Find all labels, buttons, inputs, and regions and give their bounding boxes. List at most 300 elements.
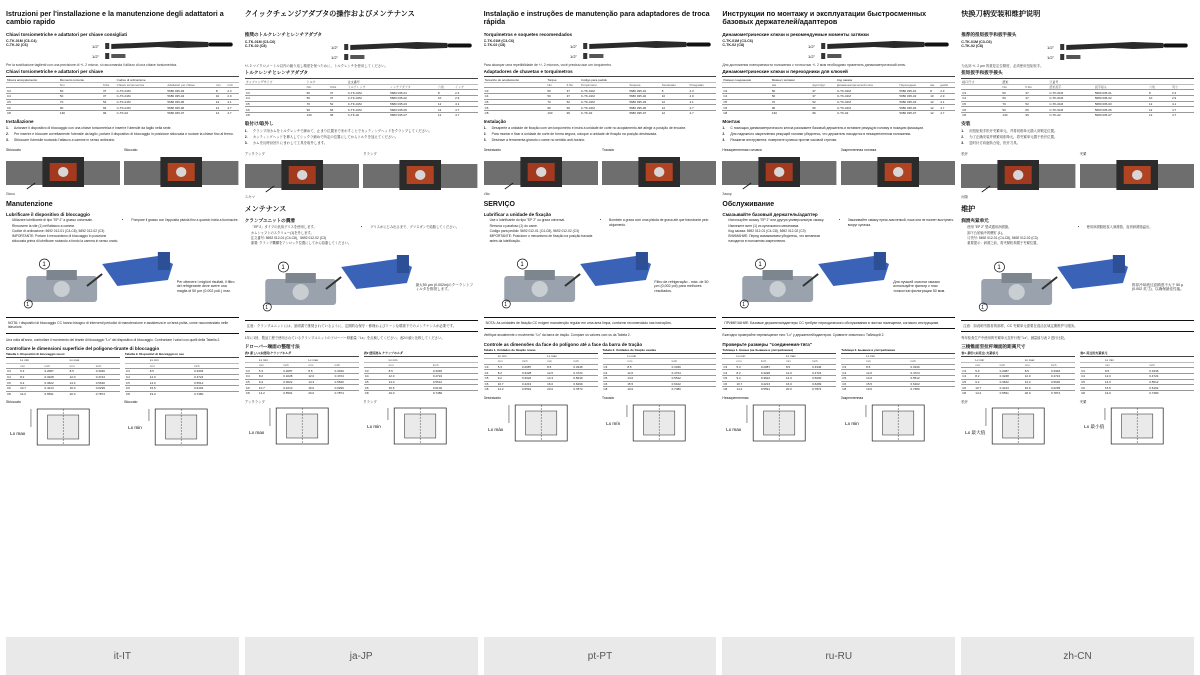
table1-caption: Tabela 1. Unidades de fixação novas xyxy=(483,347,536,352)
install-step xyxy=(484,132,717,136)
table-cell: 8.5 xyxy=(69,369,95,375)
torque-table xyxy=(6,76,239,115)
table-cell: 0.4724 xyxy=(193,374,239,380)
table-cell: C5 xyxy=(6,99,59,105)
maintenance-text xyxy=(722,218,955,243)
table-cell: 5.3 xyxy=(19,369,43,375)
table-cell: 0.7874 xyxy=(95,391,120,396)
table-cell: 10.7 xyxy=(497,381,521,387)
maintenance-note: 注意：如说明书推荐的那样，CC 夹紧单元需要在清洁区域定期维护与服务。 xyxy=(961,320,1194,332)
svg-text:Lx máx: Lx máx xyxy=(487,426,503,432)
clamp-unit-photo xyxy=(124,153,238,191)
table-row xyxy=(125,391,239,396)
table-cell: C-TK-01M xyxy=(836,94,898,100)
table-cell: C3 xyxy=(961,90,1001,96)
table-cell: C8 xyxy=(484,110,547,115)
language-column-zh-cn xyxy=(961,10,1194,675)
adapter-line: C-TK-02 (C8) xyxy=(722,43,745,48)
photo-label: 松开 xyxy=(961,152,968,157)
table-cell: 0.3346 xyxy=(193,369,239,375)
install-heading: Монтаж xyxy=(722,119,740,125)
table-subheader-cell: Sextavado xyxy=(661,82,689,88)
svg-text:1/2": 1/2" xyxy=(808,54,816,59)
table-cell: 66 xyxy=(329,107,347,113)
table-cell: 0.5630 xyxy=(811,375,836,381)
svg-text:1/2": 1/2" xyxy=(92,44,100,49)
wrench-figure xyxy=(484,39,717,61)
table-row xyxy=(484,110,717,115)
table-cell: 5680 035-06 xyxy=(628,105,660,111)
table-cell: 37 xyxy=(566,88,580,94)
table-cell: 0.4724 xyxy=(909,370,955,376)
table-subheader-cell: inch xyxy=(760,359,785,365)
maintenance-item: • ВНИМАНИЕ: Перед смазыванием убедитесь, что механизм находится в положении закрепления. xyxy=(728,234,835,243)
table-cell: 9.2 xyxy=(258,379,282,385)
table-cell: 0.6299 xyxy=(95,385,120,391)
table-cell: C5 xyxy=(245,101,306,107)
maintenance-subheading: Lubrificare il dispositivo di bloccaggio xyxy=(6,212,90,218)
table-header-cell: Lx max xyxy=(307,357,333,363)
step-text: Para montar e fixar a unidade de corte de forma segura, coloque a unidade de fixação na posição destravada. xyxy=(491,132,658,137)
maintenance-note: ПРИМЕЧАНИЕ: Базовые держатели/адаптеры CC требуют периодического обслуживания в чистом помещении, согласно инструкциям. xyxy=(722,317,955,329)
table-cell: 52 xyxy=(329,101,347,107)
step-number: 3. xyxy=(722,138,726,143)
table-cell: C6 xyxy=(961,385,974,391)
table-cell: 2.3 xyxy=(226,88,238,94)
table-header-cell: Lx min xyxy=(865,353,909,359)
maintenance-item: • Código para pedido: 5692 012-01 (C4-C8), 5692 012-02 (C3) xyxy=(490,229,597,233)
photo-unclamped xyxy=(722,148,836,192)
table-cell: C5 xyxy=(245,379,258,385)
table-cell: 0.6102 xyxy=(671,381,717,387)
table-cell: 0.6102 xyxy=(432,385,478,391)
maintenance-item: • Закачивайте смазку пресс-масленкой, пока она не начнет выступать вокруг кулачка. xyxy=(848,218,955,227)
svg-text:1/2": 1/2" xyxy=(330,45,338,50)
drawbar-diagram xyxy=(722,401,836,445)
table-cell: C3 xyxy=(1080,368,1104,374)
table-cell: C5 xyxy=(722,99,770,105)
table-cell: 66 xyxy=(566,105,580,111)
table-cell: 5680 035-04 xyxy=(166,94,215,100)
table2-caption: 表2. 用过的夹紧单元 xyxy=(1080,351,1108,356)
table-cell: C4 xyxy=(722,94,770,100)
table-cell: 130 xyxy=(1001,112,1024,117)
table-cell: 10.7 xyxy=(19,385,43,391)
table-header-cell: Código para pedido xyxy=(580,77,628,83)
svg-text:Lx mín: Lx mín xyxy=(606,420,621,426)
svg-text:1/2": 1/2" xyxy=(1047,55,1055,60)
table-subheader-cell: Chiave torsiometrica xyxy=(116,82,167,88)
table-cell: 2.9 xyxy=(454,96,478,102)
annual-check-text: Ежегодно проверяйте перемещение тяги "Lx" у держателей/адаптеров. Сравните значения с Таблицей 2. xyxy=(722,333,885,338)
install-heading: Instalação xyxy=(483,119,507,125)
step-number: 2. xyxy=(244,135,248,140)
table-cell: 0.3228 xyxy=(999,374,1024,380)
diagram-clamped xyxy=(363,399,477,449)
table-cell: 5680 035-06 xyxy=(1094,107,1148,113)
table-cell: 4.1 xyxy=(454,101,478,107)
table-cell: C3 xyxy=(603,364,627,370)
table-cell: C6 xyxy=(603,381,627,387)
table-subheader-cell: Nm xyxy=(1001,84,1024,90)
table-cell: 37 xyxy=(811,88,836,94)
table-cell: 12.0 xyxy=(1104,374,1148,380)
table-cell: 4.1 xyxy=(689,99,717,105)
table-cell: C4 xyxy=(6,94,59,100)
table-cell: C5 xyxy=(961,101,1001,107)
drawbar-diagram xyxy=(124,405,238,449)
step-number: 2. xyxy=(961,135,965,140)
diagram-label: Bloccato xyxy=(124,400,138,405)
step-text: 用扭矩扳手松开夹紧单元，并将切削单元插入到锁定位置。 xyxy=(969,129,1058,134)
table-cell: C4 xyxy=(245,374,258,380)
maintenance-subheading: 润滑夹紧单元 xyxy=(961,218,989,224)
table-cell: 0.7874 xyxy=(1050,390,1075,395)
clamp-photos xyxy=(961,151,1194,195)
table-cell: C3 xyxy=(364,368,388,374)
table-row xyxy=(364,390,478,395)
table-subheader-cell: inch xyxy=(909,359,955,365)
table-cell: 37 xyxy=(329,90,347,96)
table-cell: 8.2 xyxy=(974,374,998,380)
svg-text:Lx max: Lx max xyxy=(726,426,742,432)
grease-gun-icon xyxy=(484,246,717,312)
table-subheader-cell: inch xyxy=(193,363,239,369)
grease-gun-icon xyxy=(245,249,478,315)
table-cell: C5 xyxy=(841,375,865,381)
table-subheader-cell: Нм xyxy=(771,82,811,88)
gap-label: Vão xyxy=(483,192,490,197)
table-subheader-cell: 扳手接头 xyxy=(1094,84,1148,90)
table-cell: 12 xyxy=(929,110,939,115)
diagram-clamped xyxy=(124,400,238,450)
photo-label: Travado xyxy=(602,148,615,153)
table-cell: 15.5 xyxy=(149,385,193,391)
table-subheader-cell: 英寸 xyxy=(1171,84,1194,90)
install-steps xyxy=(722,126,955,144)
grease-gun-illustration xyxy=(722,246,955,312)
torque-wrench-icon xyxy=(6,39,239,61)
table-subheader-cell: Polegadas xyxy=(689,82,717,88)
table-cell: 12 xyxy=(1148,107,1171,113)
table-cell: C4 xyxy=(722,370,735,376)
lx-table-new xyxy=(722,353,836,392)
table-cell: 10 xyxy=(215,94,227,100)
photo-clamped xyxy=(841,148,955,192)
install-heading: 取付け/取外し xyxy=(244,121,274,127)
svg-text:1/2": 1/2" xyxy=(330,55,338,60)
table-cell: 37 xyxy=(329,96,347,102)
install-step xyxy=(484,138,717,142)
maintenance-text xyxy=(6,218,239,243)
table2-caption: 表2 使用済み クランプホルダ xyxy=(363,351,403,356)
clamp-unit-photo xyxy=(245,156,359,194)
adapter-line: C-TK-01M (C3-C4) xyxy=(6,39,37,43)
install-heading: 安装 xyxy=(961,121,971,127)
step-text: カムを反時計回りにまわして工具を取外します。 xyxy=(252,141,328,146)
lx-tables xyxy=(722,348,955,394)
lx-tables xyxy=(484,348,717,394)
table-cell: C3 xyxy=(722,364,735,370)
table-cell: 0.7480 xyxy=(1148,390,1194,395)
table-cell: C8 xyxy=(961,112,1001,117)
table-header-cell: Momento torcente xyxy=(59,77,102,83)
maintenance-item: • IMPORTANTE: Portare il meccanismo di bloccaggio in posizione sbloccata prima di lubrificare ruotando a fondo la camma in senso orario. xyxy=(12,234,119,243)
table-cell: C-TK-01M xyxy=(116,105,167,111)
step-number: 1. xyxy=(483,126,487,131)
table-cell: C-TK-02 xyxy=(116,110,167,115)
wrench-heading: 推奨のトルクレンチとレンチアダプタ xyxy=(244,32,322,37)
table-cell: 0.7480 xyxy=(671,387,717,392)
table-cell: C6 xyxy=(245,385,258,391)
table-header-cell: Lx min xyxy=(736,353,760,359)
diagram-unclamped xyxy=(6,400,120,450)
table-cell: C-TK-01M xyxy=(116,99,167,105)
table-cell: 5.3 xyxy=(974,368,998,374)
table-cell: C-TK-01M xyxy=(347,107,389,113)
table-cell: C5 xyxy=(722,375,735,381)
annual-check-text: 1年に1回、製品工程で使用されているクランプユニットのドローバー移動量「Lx」を点検してください。表2の値と比較してください。 xyxy=(244,335,445,340)
table-cell: 0.5591 xyxy=(43,391,68,396)
table-cell: 0.3346 xyxy=(671,364,717,370)
table-header-cell: Lx min xyxy=(1104,357,1148,363)
table-cell: 37 xyxy=(102,94,116,100)
table1-caption: 表1 新しい(未使用)クランプホルダ xyxy=(244,351,292,356)
table-cell: C8 xyxy=(603,387,627,392)
lx-heading: Controle as dimensões da face do polígono até a face da barra de tração xyxy=(483,341,643,347)
table-cell: 0.7874 xyxy=(334,390,359,395)
clamp-unit-photo xyxy=(841,153,955,191)
diagram-label: Незакрепленная xyxy=(722,395,749,400)
table-cell: 37 xyxy=(1024,96,1048,102)
table-cell: C6 xyxy=(6,105,59,111)
table-cell: 0.5630 xyxy=(572,375,597,381)
language-code-tab: it-IT xyxy=(6,637,239,675)
table-cell: 90 xyxy=(771,105,811,111)
table-cell: 12.0 xyxy=(307,374,333,380)
torque-wrench-icon xyxy=(484,39,717,61)
photo-label: クランプ xyxy=(363,152,377,157)
table-subheader-cell: ft.lbs xyxy=(102,82,116,88)
table-row xyxy=(603,387,717,392)
clamp-unit-photo xyxy=(6,153,120,191)
svg-text:1: 1 xyxy=(742,301,746,308)
maintenance-item: • 卸下凸轮轴中的螺钉 (1)。 xyxy=(967,231,1074,235)
table-cell: C6 xyxy=(1080,385,1104,391)
table-cell: 14.0 xyxy=(388,379,432,385)
install-step xyxy=(722,138,955,142)
table-cell: 50 xyxy=(771,88,811,94)
lx-tables xyxy=(961,351,1194,397)
table-subheader-cell: Nm xyxy=(306,84,329,90)
torque-wrench-icon xyxy=(961,40,1194,62)
lx-diagrams xyxy=(6,400,239,450)
table-cell: 0.6102 xyxy=(193,385,239,391)
table-cell: C8 xyxy=(6,110,59,115)
maintenance-item: • 重要提示：润滑之前，将夹紧机构置于夹紧位置。 xyxy=(967,241,1074,245)
table-cell: 5680 035-03 xyxy=(1094,101,1148,107)
lx-table-used xyxy=(841,353,955,392)
table-subheader-cell: mm xyxy=(149,363,193,369)
table-cell: 10 xyxy=(661,94,689,100)
table-cell: 0.6299 xyxy=(1050,385,1075,391)
wrench-heading: Chiavi torsiometriche e adattatori per chiave consigliati xyxy=(6,32,128,37)
table-cell: C6 xyxy=(841,381,865,387)
table-cell: 0.5512 xyxy=(1148,379,1194,385)
step-number: 2. xyxy=(6,132,9,137)
gap-label: Зазор xyxy=(722,192,732,197)
table-cell: C6 xyxy=(961,107,1001,113)
svg-text:Lx min: Lx min xyxy=(844,420,859,426)
table-cell: 4.1 xyxy=(226,99,238,105)
table-cell: 2.9 xyxy=(1171,96,1194,102)
table-row xyxy=(961,390,1075,395)
table-cell: 20.0 xyxy=(69,391,95,396)
table-header-cell: Момент затяжки xyxy=(771,77,811,83)
table-cell: 12 xyxy=(661,105,689,111)
adapter-line: C-TK-01M (C3-C6) xyxy=(483,39,515,43)
maintenance-item: • 使用润滑脂枪泵入润滑脂，直到润滑脂溢出。 xyxy=(1087,225,1194,229)
table-cell: 12 xyxy=(661,110,689,115)
lx-table-used xyxy=(364,356,478,395)
coolant-filter-callout: Для лучшей очистки смазки используйте фильтр с max тонкостью фильтрации 50 мкм. xyxy=(893,279,946,293)
lx-heading: Controllare le dimensioni superficie del poligono-tirante di bloccaggio xyxy=(6,345,160,351)
table-header-cell: Размер соединения xyxy=(722,77,770,83)
table-cell: 0.7874 xyxy=(572,387,597,392)
maintenance-title: Обслуживание xyxy=(722,201,775,209)
table-cell: 10.7 xyxy=(736,381,760,387)
grease-gun-icon xyxy=(961,249,1194,315)
maintenance-title: 维护 xyxy=(961,206,976,214)
maintenance-item: • Используйте смазку "EP 2" или другую универсальную смазку. xyxy=(728,218,835,222)
install-step xyxy=(245,129,478,133)
column-title: Istruzioni per l'installazione e la manutenzione degli adattatori a cambio rapido xyxy=(6,10,224,27)
table-cell: 14.2 xyxy=(258,390,282,395)
photo-label: アンクランプ xyxy=(244,152,265,157)
clamp-unit-photo xyxy=(363,156,477,194)
maintenance-list-left xyxy=(961,225,1074,246)
step-number: 3. xyxy=(961,141,965,146)
maintenance-list-right xyxy=(603,218,716,243)
maintenance-item: • Use o lubrificante do tipo "EP 2" ou graxa universal. xyxy=(490,218,597,222)
wrench-note: 为达到 +/- 2 µm 的重复定位精度，必须使用扭矩扳手。 xyxy=(961,64,1044,68)
maintenance-subheading: Смазывайте базовый держатель/адаптер xyxy=(722,212,818,218)
table-cell: 20.0 xyxy=(1024,390,1050,395)
maintenance-item: • 使用 "EP 2" 型或通用润滑脂。 xyxy=(967,225,1074,229)
table-cell: 9.2 xyxy=(736,375,760,381)
table-cell: 4.7 xyxy=(454,112,478,117)
table-header-cell: Lx min xyxy=(19,357,43,363)
table-cell: 0.2087 xyxy=(521,364,546,370)
coolant-filter-callout: 最大50 µm (0.002in)のクーラントフィルタを推奨します。 xyxy=(415,282,474,292)
drawbar-diagram xyxy=(602,401,716,445)
table-cell: C6 xyxy=(484,105,547,111)
table-cell: 12.0 xyxy=(1024,374,1050,380)
table-cell: C4 xyxy=(1080,374,1104,380)
table-cell: 50 xyxy=(771,94,811,100)
table-cell: 10 xyxy=(929,94,939,100)
table-cell: C6 xyxy=(722,381,735,387)
table-cell: 96 xyxy=(566,110,580,115)
table-cell: 50 xyxy=(546,94,565,100)
table-cell: 66 xyxy=(102,105,116,111)
diagram-label: Destravado xyxy=(483,395,501,400)
step-number: 2. xyxy=(722,132,726,137)
table-cell: C-TK-01M xyxy=(580,105,628,111)
table-cell: 0.5512 xyxy=(193,380,239,386)
table-cell: C5 xyxy=(603,375,627,381)
table-cell: 12 xyxy=(929,105,939,111)
step-number: 2. xyxy=(483,132,487,137)
table-cell: 2.3 xyxy=(939,88,955,94)
svg-text:1: 1 xyxy=(42,261,46,268)
adapter-line: C-TK-02 (C8) xyxy=(961,44,983,49)
step-text: 逆时针方向旋转凸轮，松开刀具。 xyxy=(969,141,1021,146)
table-subheader-cell: inch xyxy=(334,362,359,368)
table-cell: C6 xyxy=(6,385,19,391)
table-subheader-cell: トルクレンチ xyxy=(347,84,389,90)
table-subheader-cell: mm xyxy=(736,359,760,365)
table-header-cell: Lx min xyxy=(497,353,521,359)
table-cell: 14.3 xyxy=(546,375,572,381)
table-cell: 4.7 xyxy=(226,105,238,111)
table-cell: 15.5 xyxy=(626,381,670,387)
table-cell: 19.0 xyxy=(1104,390,1148,395)
table-cell: 14.0 xyxy=(865,375,909,381)
table-cell: 52 xyxy=(566,99,580,105)
maintenance-item: • 订货号: 5692 012-01 (C4-C8), 5692 012-02 (C3) xyxy=(967,236,1074,240)
table-cell: 15.5 xyxy=(388,385,432,391)
diagram-label: Sbloccato xyxy=(6,400,21,405)
table-cell: 2.9 xyxy=(689,94,717,100)
table-subheader-cell: Nm xyxy=(546,82,565,88)
table-cell: 0.6102 xyxy=(1148,385,1194,391)
table-cell: 0.2087 xyxy=(43,369,68,375)
table-cell: 70 xyxy=(306,101,329,107)
table-cell: 20.0 xyxy=(785,387,811,392)
table-cell: 0.3346 xyxy=(572,364,597,370)
table-cell: 52 xyxy=(1024,101,1048,107)
adapter-list xyxy=(484,39,515,48)
table-cell: C3 xyxy=(722,88,770,94)
table-cell: 12 xyxy=(1148,101,1171,107)
column-title: 快换刀柄安装和维护说明 xyxy=(961,10,1041,18)
lx-table-used xyxy=(1080,356,1194,395)
table-subheader-cell: インチ xyxy=(454,84,478,90)
language-code-tab: ru-RU xyxy=(722,637,955,675)
table-header-cell: Lx min xyxy=(258,357,282,363)
table-cell: 5.3 xyxy=(258,368,282,374)
install-step xyxy=(722,126,955,130)
table-cell: 90 xyxy=(1001,107,1024,113)
maintenance-item: • IMPORTANTE: Posicione o mecanismo de fixação na posição travada antes da lubrificação. xyxy=(490,234,597,243)
table-cell: 90 xyxy=(546,105,565,111)
table-subheader-cell: фунт/фут xyxy=(811,82,836,88)
table-subheader-cell: inch xyxy=(282,362,307,368)
table-cell: 5680 035-01 xyxy=(898,88,929,94)
torque-table-heading: トルクレンチとレンチアダプタ xyxy=(244,70,309,76)
table-subheader-cell: inch xyxy=(811,359,836,365)
table-cell: C-TK-01M xyxy=(347,90,389,96)
table-cell: C-TK-01M xyxy=(1048,101,1093,107)
table-cell: 14.3 xyxy=(1024,379,1050,385)
svg-text:Lx 最小值: Lx 最小值 xyxy=(1083,424,1104,430)
maintenance-item: • カムシャフトのスクリュー(1)を外します。 xyxy=(251,231,358,235)
step-text: Per inserire e bloccare correttamente l'utensile da taglio, portare il dispositivo di bloccaggio in posizione sbloccata e ruotare la chiave fino al fermo. xyxy=(14,132,234,137)
table-subheader-cell: inch xyxy=(226,82,238,88)
table-header-cell: 接口尺寸 xyxy=(961,79,1001,85)
table-cell: 5680 035-01 xyxy=(389,90,437,96)
